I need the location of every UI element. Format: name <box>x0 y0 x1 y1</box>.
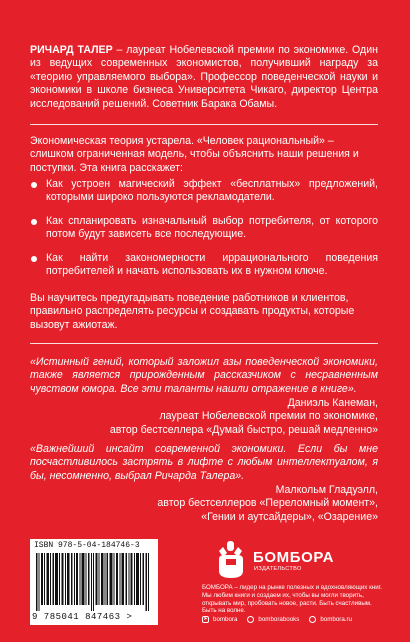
list-item-text: Как устроен магический эффект «бесплатных» предложений, которыми широко пользуются рекламодатели. <box>46 178 378 204</box>
divider <box>30 124 378 125</box>
attribution-book: «Гении и аутсайдеры», «Озарение» <box>201 510 378 523</box>
author-bio-text: – лауреат Нобелевской премии по экономике. Один из ведущих современных экономистов, получивший награду за «теорию управляемого выбора». Профессор поведенческой науки и экономики в школе бизнеса Университета Чикаго, директор Центра исследований решений. Советник Барака Обамы. <box>30 44 378 110</box>
attribution-name: Даниэль Канеман, <box>287 397 378 409</box>
attribution-book: автор бестселлера «Думай быстро, решай медленно» <box>109 423 378 436</box>
attribution-title: автор бестселлеров «Переломный момент», <box>157 497 378 510</box>
list-item-text: Как найти закономерности иррационального поведения потребителей и начать использовать их в нужном ключе. <box>46 251 378 278</box>
list-item <box>30 178 378 205</box>
publisher-logo <box>213 541 333 579</box>
list-item-text: Как спланировать изначальный выбор потребителя, от которого потом будут зависеть все последующие. <box>46 214 378 241</box>
publisher-tagline: ИЗДАТЕЛЬСТВО <box>254 566 302 572</box>
social-links <box>202 616 384 623</box>
web-icon <box>309 616 316 623</box>
list-item <box>30 215 378 242</box>
bullet-icon <box>31 219 37 225</box>
quote-kahneman: «Истинный гений, который заложил азы поведенческой экономики, также является прирожденным рассказчиком с несравненным чувством юмора. Все эти таланты нашли отражение в книге». <box>30 356 378 395</box>
isbn-label: ISBN 978-5-04-184746-3 <box>34 541 140 550</box>
intro-paragraph: Экономическая теория устарела. «Человек рациональный» – слишком ограниченная модель, чтобы объяснить наши решения и поступки. Эта книга расскажет: <box>30 135 359 174</box>
quote-attribution <box>110 397 378 437</box>
barcode-digits: 9 785041 847463 > <box>32 612 133 622</box>
bombora-logo-icon <box>213 541 249 579</box>
telegram-icon: ➤ <box>203 616 208 622</box>
bullet-list <box>30 178 378 288</box>
publisher-name: БОМБОРА <box>253 549 335 566</box>
social-handle: bombora.ru <box>320 616 353 623</box>
divider <box>30 343 378 344</box>
attribution-title: лауреат Нобелевской премии по экономике, <box>159 410 378 423</box>
barcode-image <box>34 553 154 611</box>
list-item <box>30 252 378 279</box>
quote-gladwell: «Важнейший инсайт современной экономики. Если бы мне посчастливилось застрять в лифте с любым интеллектуалом, я бы, несомненно, выбрал Ричарда Талера». <box>30 443 378 482</box>
bullet-icon <box>31 256 37 262</box>
social-handle: bombora <box>213 616 238 623</box>
bullet-icon <box>31 182 37 188</box>
barcode-block <box>30 539 158 625</box>
author-name: РИЧАРД ТАЛЕР <box>30 44 113 56</box>
author-bio <box>30 44 378 111</box>
attribution-name: Малкольм Гладуэлл, <box>275 484 378 496</box>
vk-icon <box>247 616 254 623</box>
social-handle: bomborabooks <box>258 616 300 623</box>
quote-attribution <box>157 484 378 524</box>
closing-paragraph: Вы научитесь предугадывать поведение работников и клиентов, правильно распределять ресурсы и создавать продукты, которые вызовут ажиотаж. <box>30 292 355 331</box>
publisher-description: БОМБОРА – лидер на рынке полезных и вдохновляющих книг. Мы любим книги и создаем их, чтобы вы могли творить, открывать мир, пробовать новое, расти. Быть счастливым. Быть на волне. <box>202 584 382 615</box>
